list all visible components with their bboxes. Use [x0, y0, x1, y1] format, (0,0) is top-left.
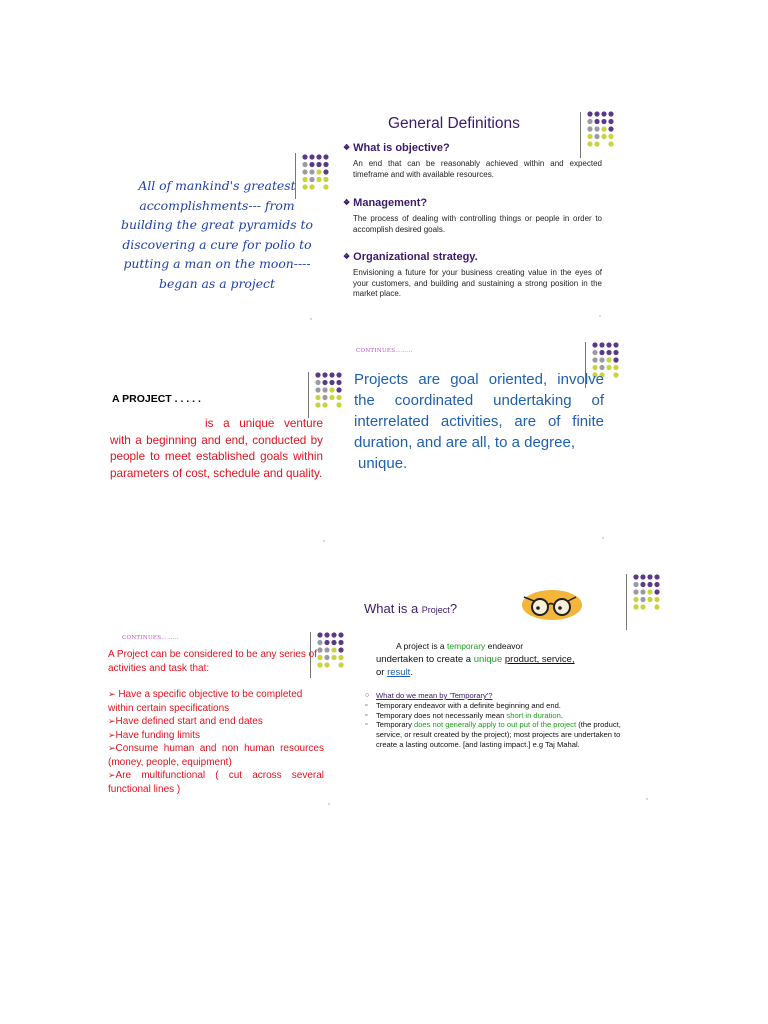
dot	[587, 111, 592, 116]
diamond-bullet-icon: ❖	[343, 143, 351, 152]
dot	[587, 134, 592, 139]
dot	[587, 141, 592, 146]
dot	[315, 372, 320, 377]
dot-grid-icon	[586, 110, 622, 150]
dot	[309, 169, 314, 174]
dot	[633, 589, 638, 594]
dot	[592, 350, 597, 355]
diamond-bullet-icon: ❖	[343, 252, 351, 261]
activity-bullet: ➢Are multifunctional ( cut across several functional lines )	[108, 770, 324, 795]
dot	[594, 141, 599, 146]
project-title: A PROJECT . . . . .	[112, 393, 201, 405]
divider-line	[580, 112, 581, 158]
dot	[315, 395, 320, 400]
activity-bullet: ➢Have funding limits	[108, 729, 201, 741]
dot	[302, 169, 307, 174]
management-heading: ❖ Management?	[343, 197, 428, 209]
dot	[309, 154, 314, 159]
dot	[336, 372, 341, 377]
dot	[633, 597, 638, 602]
project-activities-list	[108, 648, 324, 796]
objective-heading: ❖ What is objective?	[343, 142, 450, 154]
dot	[323, 154, 328, 159]
dot	[329, 387, 334, 392]
dot	[594, 111, 599, 116]
dot	[317, 632, 322, 637]
temporary-list	[365, 691, 623, 750]
dot	[336, 402, 341, 407]
dot	[613, 372, 618, 377]
dot	[322, 395, 327, 400]
dot	[594, 126, 599, 131]
arrow-bullet-icon: ➢	[108, 770, 116, 780]
dot	[599, 357, 604, 362]
dot	[601, 119, 606, 124]
activities-intro: A Project can be considered to be any series of activities and task that:	[108, 649, 318, 674]
slide-mark: ,	[323, 536, 325, 543]
dot	[316, 154, 321, 159]
dot	[322, 402, 327, 407]
dot	[633, 582, 638, 587]
activity-bullet: ➢Have defined start and end dates	[108, 716, 263, 727]
dot	[316, 169, 321, 174]
dot	[331, 655, 336, 660]
dot	[599, 342, 604, 347]
dot	[315, 387, 320, 392]
dot	[606, 365, 611, 370]
dot	[601, 111, 606, 116]
dot	[323, 184, 328, 189]
dot	[324, 662, 329, 667]
dot	[647, 582, 652, 587]
dot	[613, 350, 618, 355]
project-definition: is a unique venture with a beginning and end, conducted by people to meet established goals within parameters of cost, schedule and quality.	[110, 417, 323, 480]
dot	[608, 111, 613, 116]
dot	[608, 119, 613, 124]
dot	[338, 662, 343, 667]
dot	[338, 632, 343, 637]
dot	[608, 126, 613, 131]
dot	[654, 582, 659, 587]
goal-oriented-text: Projects are goal oriented, involve the coordinated undertaking of interrelated activities, are of finite duration, and are all, to a degree, unique.	[354, 371, 604, 472]
dot	[336, 395, 341, 400]
dot	[592, 357, 597, 362]
dot	[324, 632, 329, 637]
glasses-icon	[518, 588, 582, 622]
dot	[640, 582, 645, 587]
project-quote: All of mankind's greatest accomplishments--- from building the great pyramids to discovering a cure for polio to putting a man on the moon---- began as a project	[121, 178, 313, 291]
dot	[323, 177, 328, 182]
dot	[323, 162, 328, 167]
dot	[323, 169, 328, 174]
divider-line	[626, 574, 627, 630]
dot	[594, 119, 599, 124]
dot	[633, 604, 638, 609]
dot	[329, 380, 334, 385]
dot	[302, 162, 307, 167]
dot	[331, 632, 336, 637]
dot	[599, 350, 604, 355]
objective-definition: An end that can be reasonably achieved within and expected timeframe and with available resources.	[353, 159, 602, 179]
arrow-bullet-icon: ➢	[108, 716, 116, 726]
divider-line	[308, 372, 309, 418]
dot	[640, 574, 645, 579]
dot	[324, 640, 329, 645]
temporary-point: ▫ Temporary endeavor with a definite beginning and end.	[365, 700, 561, 710]
dot	[338, 655, 343, 660]
dot	[316, 162, 321, 167]
dot	[317, 640, 322, 645]
slide-mark: ,	[599, 311, 601, 318]
dot	[592, 342, 597, 347]
diamond-bullet-icon: ❖	[343, 198, 351, 207]
dot	[613, 342, 618, 347]
dot	[640, 604, 645, 609]
management-definition: The process of dealing with controlling things or people in order to accomplish desired goals.	[353, 214, 602, 234]
dot	[608, 141, 613, 146]
dot	[640, 597, 645, 602]
dot	[640, 589, 645, 594]
slide-mark: ,	[602, 533, 604, 540]
dot	[322, 380, 327, 385]
slide-mark: ,	[646, 794, 648, 801]
dot	[587, 119, 592, 124]
dot	[324, 647, 329, 652]
dot	[315, 402, 320, 407]
dot	[654, 604, 659, 609]
continues-label: CONTINUES………	[356, 348, 413, 354]
square-bullet-icon: ▫	[365, 711, 368, 719]
dot	[601, 126, 606, 131]
arrow-bullet-icon: ➢	[108, 729, 116, 740]
activity-bullet: ➢ Have a specific objective to be completed within certain specifications	[108, 689, 303, 714]
dot	[606, 350, 611, 355]
dot	[331, 647, 336, 652]
circle-bullet-icon: ○	[365, 692, 370, 699]
dot	[338, 640, 343, 645]
dot	[613, 357, 618, 362]
dot	[601, 134, 606, 139]
square-bullet-icon: ▫	[365, 721, 368, 729]
temporary-point: ▫ Temporary does not necessarily mean short in duration.	[365, 710, 564, 720]
dot	[324, 655, 329, 660]
dot	[594, 134, 599, 139]
what-is-project-title: What is a Project?	[364, 601, 458, 616]
dot	[606, 357, 611, 362]
continues-label-2: CONTINUES………	[122, 635, 179, 641]
dot	[336, 380, 341, 385]
dot	[322, 372, 327, 377]
activity-bullet: ➢Consume human and non human resources (money, people, equipment)	[108, 743, 324, 768]
dot	[329, 372, 334, 377]
square-bullet-icon: ▫	[365, 701, 368, 709]
temporary-question: ○ What do we mean by 'Temporary'?	[365, 691, 493, 700]
dot	[322, 387, 327, 392]
slide-mark: ,	[310, 314, 312, 321]
temporary-point: ▫ Temporary does not generally apply to out put of the project (the product, service, or result created by the project); most projects are undertaken to create a lasting outcome. [and lasting impact.] e.g Taj Mahal.	[365, 720, 621, 749]
dot	[654, 597, 659, 602]
arrow-bullet-icon: ➢	[108, 743, 116, 753]
dot	[647, 597, 652, 602]
arrow-bullet-icon: ➢	[108, 689, 116, 699]
dot	[654, 589, 659, 594]
dot	[302, 154, 307, 159]
dot	[331, 640, 336, 645]
general-definitions-title: General Definitions	[388, 115, 520, 132]
dot	[587, 126, 592, 131]
dot	[309, 162, 314, 167]
dot	[329, 395, 334, 400]
dot	[647, 574, 652, 579]
slide-mark: ,	[328, 799, 330, 806]
strategy-definition: Envisioning a future for your business creating value in the eyes of your customers, and building and sustaining a strong position in the market place.	[353, 268, 602, 298]
dot	[654, 574, 659, 579]
dot	[633, 574, 638, 579]
project-temporary-definition: A project is a temporary endeavor undertaken to create a unique product, service, or result.	[376, 641, 575, 678]
dot	[606, 342, 611, 347]
dot-grid-icon	[632, 573, 668, 613]
dot	[613, 365, 618, 370]
strategy-heading: ❖ Organizational strategy.	[343, 251, 478, 263]
dot	[338, 647, 343, 652]
dot	[336, 387, 341, 392]
dot	[647, 589, 652, 594]
dot	[608, 134, 613, 139]
dot-grid-icon	[314, 371, 350, 411]
dot	[315, 380, 320, 385]
